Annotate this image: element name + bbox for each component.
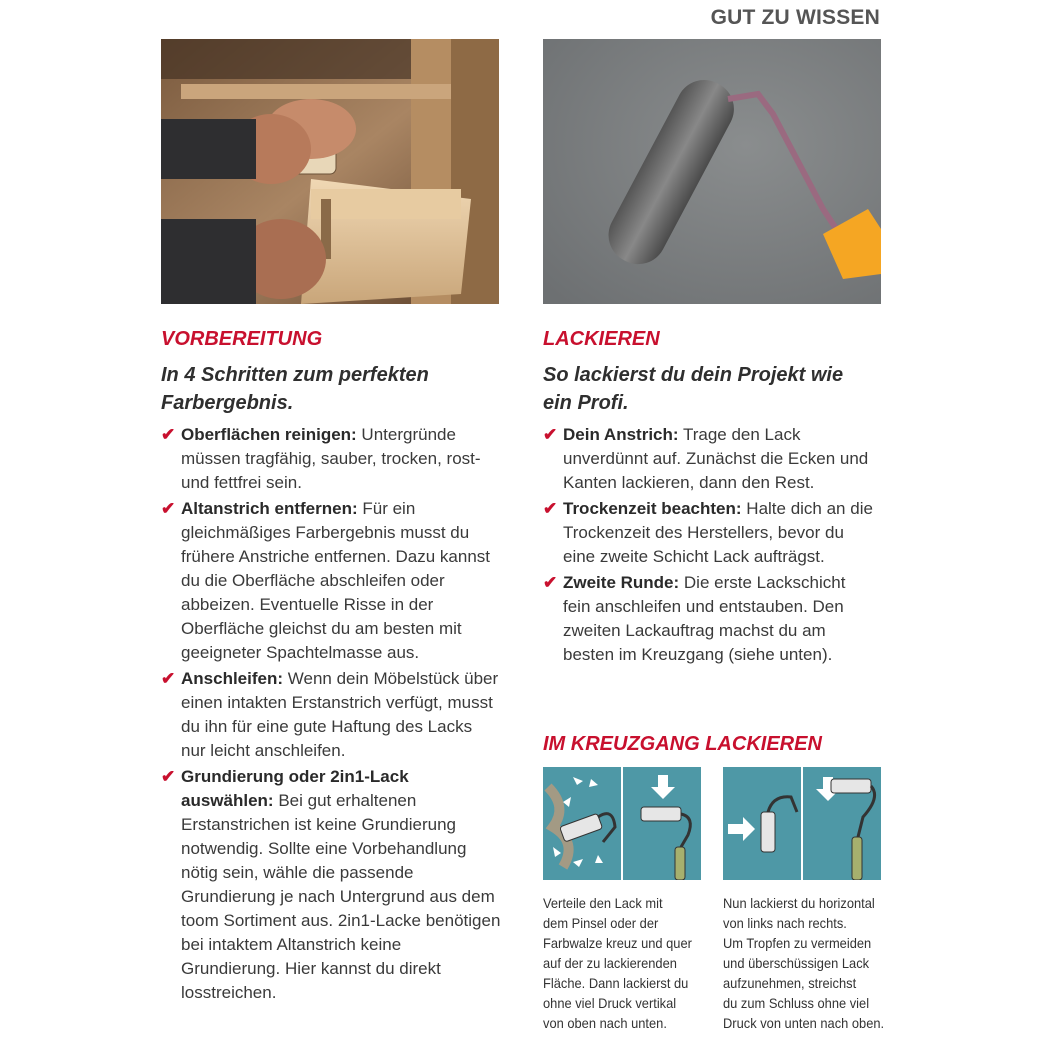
section-title-vorbereitung: VORBEREITUNG (161, 328, 323, 350)
step-label: Zweite Runde: (563, 573, 680, 592)
check-icon: ✔ (543, 573, 558, 592)
caption-line: Fläche. Dann lackierst du (543, 975, 689, 991)
painting-steps-list (543, 423, 873, 669)
paint-roller-photo (543, 39, 881, 304)
step-label: Dein Anstrich: (563, 425, 679, 444)
check-icon: ✔ (161, 669, 176, 688)
step-text: Wenn dein Möbelstück über einen intakten Erstanstrich verfügt, musst du ihn für eine gute Haftung des Lacks nur leicht anschleifen. (181, 669, 499, 760)
step-text: Die erste Lackschicht fein anschleifen und entstauben. Den zweiten Lackauftrag machst du am besten im Kreuzgang (siehe unten). (563, 573, 846, 664)
step-text: Untergründe müssen tragfähig, sauber, trocken, rost- und fettfrei sein. (181, 425, 481, 492)
caption-line: Um Tropfen zu vermeiden (723, 935, 872, 951)
list-item (543, 423, 873, 495)
subtitle-line: So lackierst du dein Projekt wie (543, 364, 844, 386)
caption-line: Verteile den Lack mit (543, 895, 663, 911)
step-text: Für ein gleichmäßiges Farbergebnis musst du frühere Anstriche entfernen. Dazu kannst du die Oberfläche abschleifen oder abbeizen. Eventuelle Risse in der Oberfläche gleichst du am besten mit geeigneter Spachtelmasse aus. (181, 499, 491, 662)
caption-line: dem Pinsel oder der (543, 915, 659, 931)
caption-line: aufzunehmen, streichst (723, 975, 857, 991)
sanding-photo (161, 39, 499, 304)
crosswise-roller-illustration (543, 767, 621, 880)
step-text: Bei gut erhaltenen Erstanstrichen ist keine Grundierung notwendig. Sollte eine Vorbehandlung nötig sein, wähle die passende Grundierung je nach Untergrund aus dem toom Sortiment aus. 2in1-Lacke benötigen bei intaktem Altanstrich keine Grundierung. Hier kannst du direkt losstreichen. (181, 791, 501, 1002)
section-subtitle-lackieren (543, 361, 843, 417)
caption-line: Druck von unten nach oben. (723, 1015, 885, 1031)
subtitle-line: In 4 Schritten zum perfekten (161, 364, 429, 386)
caption-line: auf der zu lackierenden (543, 955, 677, 971)
subtitle-line: ein Profi. (543, 392, 629, 414)
caption-line: Farbwalze kreuz und quer (543, 935, 692, 951)
list-item (161, 667, 501, 763)
check-icon: ✔ (543, 499, 558, 518)
list-item (161, 765, 501, 1005)
caption-line: und überschüssigen Lack (723, 955, 870, 971)
check-icon: ✔ (161, 767, 176, 786)
check-icon: ✔ (161, 499, 176, 518)
list-item (161, 497, 501, 665)
caption-line: Nun lackierst du horizontal (723, 895, 875, 911)
step-label: Oberflächen reinigen: (181, 425, 357, 444)
list-item (161, 423, 501, 495)
list-item (543, 571, 873, 667)
subtitle-line: Farbergebnis. (161, 392, 294, 414)
step-label: Altanstrich entfernen: (181, 499, 358, 518)
caption-crosswise (543, 893, 692, 1033)
step-label: Trockenzeit beachten: (563, 499, 742, 518)
caption-line: ohne viel Druck vertikal (543, 995, 677, 1011)
caption-line: du zum Schluss ohne viel (723, 995, 870, 1011)
upward-roller-illustration (803, 767, 881, 880)
check-icon: ✔ (161, 425, 176, 444)
caption-horizontal (723, 893, 884, 1033)
caption-line: von oben nach unten. (543, 1015, 667, 1031)
list-item (543, 497, 873, 569)
step-label: Grundierung oder 2in1-Lack auswählen: (181, 767, 409, 810)
step-text: Halte dich an die Trockenzeit des Herstellers, bevor du eine zweite Schicht Lack aufträgst. (563, 499, 873, 566)
section-title-kreuzgang: IM KREUZGANG LACKIEREN (543, 733, 822, 755)
section-subtitle-vorbereitung (161, 361, 429, 417)
check-icon: ✔ (543, 425, 558, 444)
vertical-roller-illustration (623, 767, 701, 880)
horizontal-roller-illustration (723, 767, 801, 880)
page-header: GUT ZU WISSEN (710, 6, 880, 29)
section-title-lackieren: LACKIEREN (543, 328, 660, 350)
caption-line: von links nach rechts. (723, 915, 847, 931)
preparation-steps-list (161, 423, 501, 1007)
step-text: Trage den Lack unverdünnt auf. Zunächst die Ecken und Kanten lackieren, dann den Rest. (563, 425, 869, 492)
step-label: Anschleifen: (181, 669, 284, 688)
